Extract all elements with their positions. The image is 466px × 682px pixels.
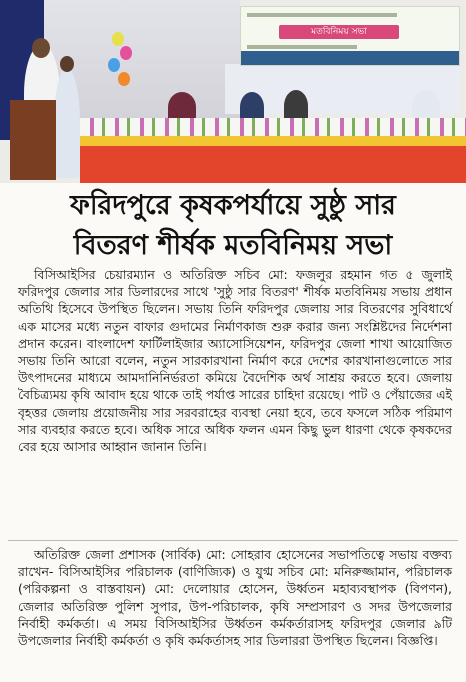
table-skirt: [80, 136, 466, 183]
balloon: [118, 72, 130, 86]
headline-line-1: ফরিদপুরে কৃষকপর্যায়ে সুষ্ঠু সার: [70, 190, 396, 221]
banner-text-line: [247, 45, 357, 49]
balloon: [112, 32, 124, 46]
article-paragraph-2: অতিরিক্ত জেলা প্রশাসক (সার্বিক) মো: সোহরাব হোসেনের সভাপতিত্বে সভায় বক্তব্য রাখেন- বিসিআইসির পরিচালক (বাণিজ্যিক) ও যুগ্ম সচিব মো: মনিরুজ্জামান, পরিচালক (পরিকল্পনা ও বাস্তবায়ন) মো: দেলোয়ার হোসেন, উর্ধ্বতন মহাব্যবস্থাপক (বিপণন), জেলার অতিরিক্ত পুলিশ সুপার, উপ-পরিচালক, কৃষি সম্প্রসারণ ও সদর উপজেলার নির্বাহী কর্মকর্তা। এ সময় বিসিআইসির উর্ধ্বতন কর্মকর্তারাসহ ফরিদপুর জেলার ৯টি উপজেলার নির্বাহী কর্মকর্তা ও কৃষি কর্মকর্তাসহ সার ডিলাররা উপস্থিত ছিলেন। বিজ্ঞপ্তি।: [18, 547, 452, 649]
article-paragraph-1: বিসিআইসির চেয়ারম্যান ও অতিরিক্ত সচিব মো: ফজলুর রহমান গত ৫ জুলাই ফরিদপুর জেলার সার ডিলারদের সাথে 'সুষ্ঠু সার বিতরণ' শীর্ষক মতবিনিময় সভায় প্রধান অতিথি হিসেবে উপস্থিত ছিলেন। সভায় তিনি ফরিদপুর জেলায় সার বিতরণের সুবিধার্থে এক মাসের মধ্যে নতুন বাফার গুদামের নির্মাণকাজ শুরু করার জন্য সংশ্লিষ্টদের নির্দেশনা প্রদান করেন। বাংলাদেশ ফার্টিলাইজার অ্যাসোসিয়েশন, ফরিদপুর জেলা শাখা আয়োজিত সভায় তিনি আরো বলেন, নতুন সারকারখানা নির্মাণ করে দেশের কারখানাগুলোতে সার উৎপাদনের মাধ্যমে আমদানিনির্ভরতা কমিয়ে বৈদেশিক অর্থ সাশ্রয় করতে হবে। জেলায় বৈচিত্র্যময় কৃষি আবাদ হয়ে থাকে তাই পর্যাপ্ত সারের চাহিদা রয়েছে। পাট ও পেঁয়াজের এই বৃহত্তর জেলায় প্রয়োজনীয় সার সরবরাহের ব্যবস্থা নেয়া হবে, তবে ফসলে সঠিক পরিমাণ সার ব্যবহার করতে হবে। অধিক সারে অধিক ফলন এমন কিছু ভুল ধারণা থেকে কৃষকদের বের হয়ে আসার আহ্বান জানান তিনি।: [18, 267, 452, 455]
banner-strip: [241, 51, 459, 65]
table-skirt-stripe: [80, 136, 466, 146]
standing-person: [54, 68, 80, 178]
balloon: [120, 46, 132, 60]
paragraph-divider: [8, 540, 458, 541]
stage-banner: [240, 6, 460, 66]
headline-line-2: বিতরণ শীর্ষক মতবিনিময় সভা: [73, 230, 393, 261]
banner-title: মতবিনিময় সভা: [279, 25, 399, 39]
standing-person-head: [60, 56, 74, 72]
banner-text-line: [247, 13, 397, 17]
event-photo: [0, 0, 466, 183]
article-headline: [0, 186, 466, 266]
speaker-head: [32, 38, 50, 58]
podium: [10, 100, 56, 180]
balloon: [108, 58, 120, 72]
